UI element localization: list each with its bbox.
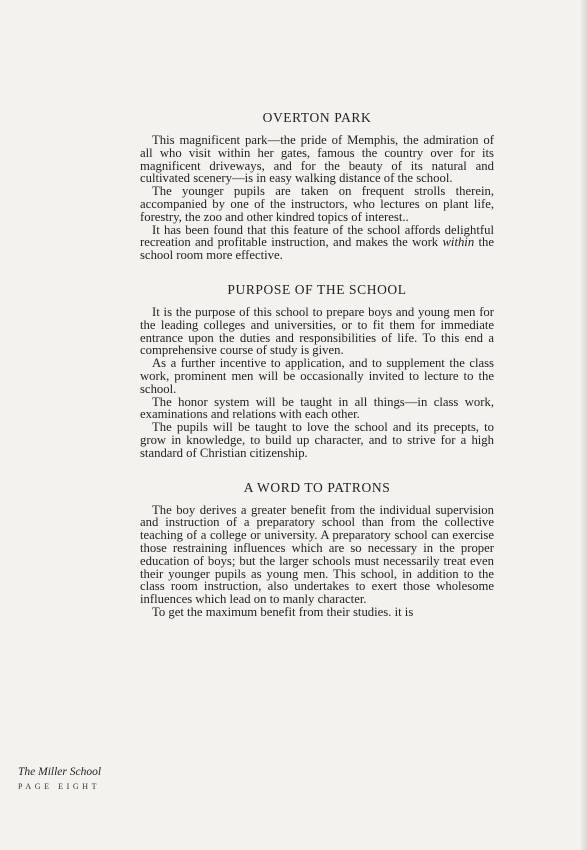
text-column: [140, 110, 494, 619]
paragraph: It has been found that this feature of the school affords delightful recreation and profitable instruction, and makes the work within the school room more effective.: [140, 222, 494, 263]
paragraph: The honor system will be taught in all things—in class work, examinations and relations with each other.: [140, 394, 494, 422]
footer-page-number: PAGE EIGHT: [18, 782, 101, 791]
paragraph: This magnificent park—the pride of Memphis, the admiration of all who visit within her gates, famous the country over for its magnificent driveways, and for the beauty of its natural and cultivated scenery—is in easy walking distance of the school.: [140, 133, 494, 186]
section-heading: A WORD TO PATRONS: [243, 479, 391, 495]
paragraph: The pupils will be taught to love the school and its precepts, to grow in knowledge, to build up character, and to strive for a high standard of Christian citizenship.: [140, 420, 494, 460]
paragraph: To get the maximum benefit from their studies. it is: [152, 604, 414, 619]
section-overton-park: [140, 110, 494, 262]
section-heading: OVERTON PARK: [262, 110, 372, 125]
paragraph: It is the purpose of this school to prepare boys and young men for the leading colleges and universities, or to fit them for immediate entrance upon the duties and responsibilities of life. To this end a comprehensive course of study is given.: [140, 304, 494, 358]
section-heading: PURPOSE OF THE SCHOOL: [227, 281, 407, 297]
paragraph: The boy derives a greater benefit from the individual supervision and instruction of a preparatory school than from the collective teaching of a college or university. A preparatory school can exercise those restraining influences which are so necessary in the proper education of boys; but the larger schools must necessarily treat even their younger pupils as young men. This school, in addition to the class room instruction, also undertakes to exert those wholesome influences which lead on to manly character.: [140, 502, 494, 607]
paragraph: The younger pupils are taken on frequent strolls therein, accompanied by one of the instructors, who lectures on plant life, forestry, the zoo and other kindred topics of interest..: [140, 184, 494, 224]
paragraph: As a further incentive to application, and to supplement the class work, prominent men will be occasionally invited to lecture to the school.: [140, 356, 494, 396]
section-purpose: [140, 282, 494, 460]
footer-school-name: The Miller School: [18, 766, 102, 778]
emphasis-within: within: [442, 235, 475, 250]
section-word-to-patrons: [140, 480, 494, 619]
page-footer: [18, 766, 101, 791]
